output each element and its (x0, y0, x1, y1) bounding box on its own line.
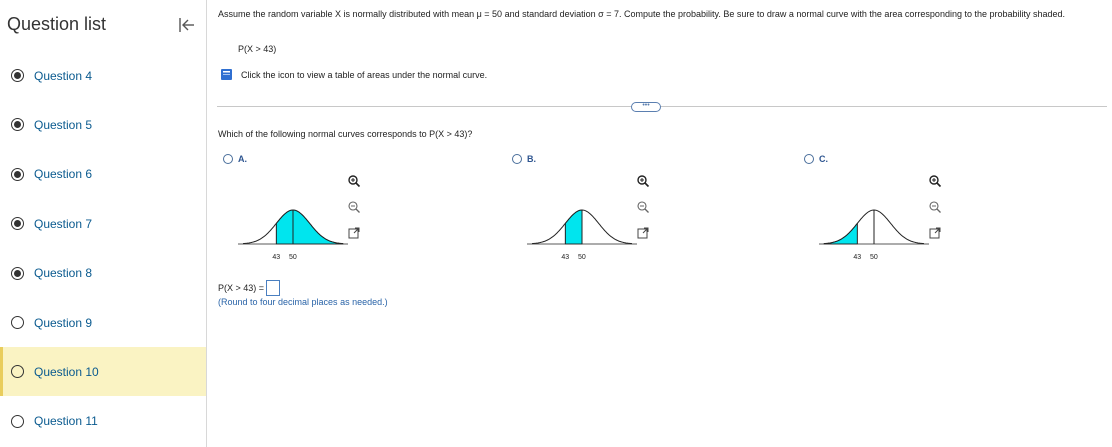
answer-input[interactable] (266, 280, 280, 296)
probability-expression: P(X > 43) (238, 44, 277, 54)
answered-status-icon (11, 267, 24, 280)
unanswered-status-icon (11, 415, 24, 428)
question-label: Question 7 (34, 216, 93, 231)
question-label: Question 9 (34, 315, 93, 330)
answered-status-icon (11, 168, 24, 181)
tick-label: 43 (561, 254, 570, 261)
normal-curve-graph (238, 188, 348, 253)
zoom-out-icon[interactable] (928, 200, 942, 214)
question-list-panel (0, 0, 207, 447)
answered-status-icon (11, 217, 24, 230)
question-area (207, 0, 1112, 447)
tick-label: 43 (853, 254, 862, 261)
option-letter: A. (238, 154, 247, 164)
question-item[interactable] (0, 347, 206, 396)
unanswered-status-icon (11, 365, 24, 378)
tick-label: 50 (578, 254, 586, 261)
option-letter: C. (819, 154, 828, 164)
radio-circle[interactable] (804, 154, 814, 164)
question-item[interactable] (0, 199, 206, 248)
tick-label: 43 (272, 254, 281, 261)
zoom-out-icon[interactable] (636, 200, 650, 214)
radio-circle[interactable] (512, 154, 522, 164)
question-item[interactable] (0, 150, 206, 199)
answer-label: P(X > 43) = (218, 283, 265, 293)
question-item[interactable] (0, 249, 206, 298)
tick-label: 50 (870, 254, 878, 261)
question-label: Question 5 (34, 117, 93, 132)
question-label: Question 10 (34, 364, 99, 379)
answered-status-icon (11, 69, 24, 82)
question-item[interactable] (0, 298, 206, 347)
option-b-radio[interactable] (512, 154, 536, 164)
zoom-in-icon[interactable] (636, 174, 650, 188)
question-label: Question 6 (34, 167, 93, 182)
radio-circle[interactable] (223, 154, 233, 164)
answered-status-icon (11, 118, 24, 131)
rounding-hint: (Round to four decimal places as needed.) (218, 297, 388, 307)
option-a-radio[interactable] (223, 154, 247, 164)
question-label: Question 11 (34, 414, 98, 429)
zoom-in-icon[interactable] (347, 174, 361, 188)
question-label: Question 4 (34, 68, 93, 83)
expand-more-button[interactable]: ••• (631, 102, 661, 112)
option-letter: B. (527, 154, 536, 164)
question-label: Question 8 (34, 266, 93, 281)
question-item[interactable] (0, 397, 206, 446)
unanswered-status-icon (11, 316, 24, 329)
question-text: Assume the random variable X is normally distributed with mean μ = 50 and standard deviation σ = 7. Compute the probability. Be sure to draw a normal curve with the area corresponding to the probability shaded. (218, 9, 1066, 19)
question-item[interactable] (0, 51, 206, 100)
sub-question-text: Which of the following normal curves corresponds to P(X > 43)? (218, 129, 473, 139)
normal-curve-graph (819, 188, 929, 253)
popout-icon[interactable] (347, 226, 361, 240)
normal-table-link[interactable] (220, 68, 487, 81)
question-item[interactable] (0, 100, 206, 149)
zoom-out-icon[interactable] (347, 200, 361, 214)
collapse-panel-icon[interactable] (176, 15, 196, 35)
help-text: Click the icon to view a table of areas under the normal curve. (241, 69, 488, 80)
normal-curve-graph (527, 188, 637, 253)
option-c-radio[interactable] (804, 154, 828, 164)
section-divider (217, 106, 1107, 107)
zoom-in-icon[interactable] (928, 174, 942, 188)
popout-icon[interactable] (636, 226, 650, 240)
book-icon[interactable] (220, 68, 234, 81)
tick-label: 50 (289, 254, 297, 261)
answer-row (218, 280, 280, 296)
question-list-title: Question list (7, 14, 107, 34)
popout-icon[interactable] (928, 226, 942, 240)
